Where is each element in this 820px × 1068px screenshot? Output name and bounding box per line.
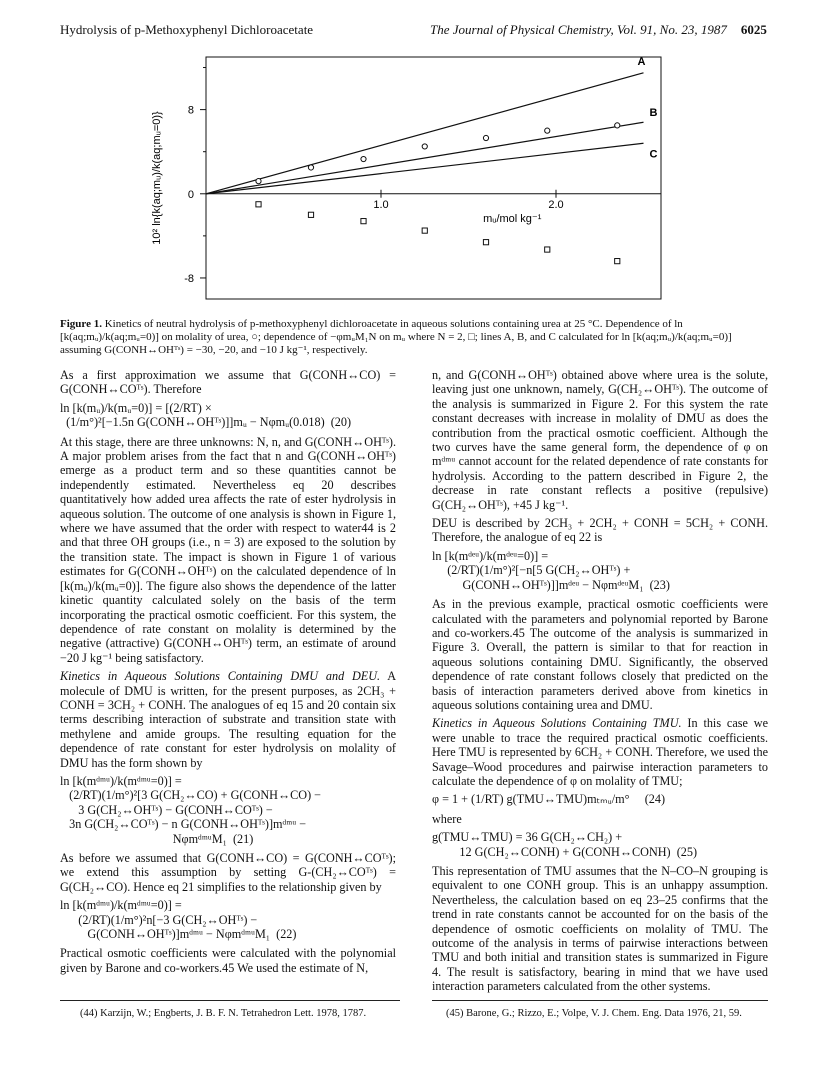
square-point (308, 212, 313, 217)
journal-name: The Journal of Physical Chemistry, Vol. 91, No. 23, 1987 (430, 22, 727, 37)
caption-text: Kinetics of neutral hydrolysis of p-methoxyphenyl dichloroacetate in aqueous solutions containing urea at 25 °C. Dependence of ln [k(aq;mᵤ)/k(aq;mᵤ=0)] on molality of urea, ○; dependence of −φmᵤM₁N on mᵤ where N = 2, □; lines A, B, and C calculated for ln [k(aq;mᵤ)/k(aq;mᵤ=0)] assuming G(CONH↔OHᵀˢ) = −30, −20, and −10 J kg⁻¹, respectively. (60, 318, 732, 356)
equation-21: ln [k(mᵈᵐᵘ)/k(mᵈᵐᵘ=0)] = (2/RT)(1/m°)²[3 G(CH₂↔CO) + G(CONH↔CO) − 3 G(CH₂↔OHᵀˢ) − G(CONH↔COᵀˢ) − 3n G(CH₂↔COᵀˢ) − n G(CONH↔OHᵀˢ)]mᵈᵐᵘ − NφmᵈᵐᵘM₁ (21) (60, 773, 322, 846)
page-number: 6025 (740, 22, 767, 37)
data-markers (256, 123, 620, 264)
x-tick-label: 2.0 (548, 198, 564, 211)
paragraph-text: A molecule of DMU is written, for the present purposes, as 2CH₃ + CONH = 3CH₂ + CONH. The analogues of eq 15 and 20 contain six terms describing interaction of substrate and transition state with methylene and amide groups. The resulting equation for the dependence of rate constant for ester hydrolysis on molality of DMU has the form shown by (60, 669, 396, 770)
circle-point (615, 123, 620, 128)
y-tick-label: -8 (184, 272, 194, 285)
plot-frame (206, 57, 661, 299)
square-point (256, 202, 261, 207)
footnote-44: (44) Karzijn, W.; Engberts, J. B. F. N. Tetrahedron Lett. 1978, 1787. (80, 1008, 367, 1019)
paragraph: This representation of TMU assumes that the N–CO–N grouping is equivalent to one CONH group. This is an unhappy assumption. Nevertheless, the calculation based on eq 23–25 confirms that the trend in rate constants cannot be accounted for on the basis of the dependence of osmotic coefficients on molality of TMU. The outcome of the analysis in terms of pairwise interactions between TMU and both initial and transition states is summarized in Figure 4. The result is satisfactory, bearing in mind that we have used interaction parameters calculated from the other systems. (432, 864, 768, 994)
paragraph: As a first approximation we assume that G(CONH↔CO) = G(CONH↔COᵀˢ). Therefore (60, 368, 396, 397)
line-C (206, 143, 644, 194)
figure-1-chart (0, 0, 820, 312)
y-tick-label: 8 (187, 104, 194, 117)
paragraph-text: In this case we were unable to trace the required practical osmotic coefficients. Here TMU is represented by 6CH₂ + CONH. Therefore, we used the Savage–Wood procedures and pairwise interaction parameters to calculate the dependence of φ on molality of TMU; (432, 716, 768, 788)
paragraph (60, 669, 396, 770)
model-lines (206, 73, 644, 194)
running-title: Hydrolysis of p-Methoxyphenyl Dichloroacetate (60, 22, 314, 37)
paragraph: Practical osmotic coefficients were calculated with the polynomial given by Barone and co-workers.45 We used the estimate of N, (60, 946, 396, 975)
circle-point (483, 135, 488, 140)
paragraph: At this stage, there are three unknowns: N, n, and G(CONH↔OHᵀˢ). A major problem arises from the fact that n and G(CONH↔OHᵀˢ) emerge as a product term and so these quantities cannot be independently estimated. Nevertheless eq 20 describes quantitatively how added urea affects the rate of ester hydrolysis in aqueous solution. The outcome of one analysis is shown in Figure 1, where we have assumed that the order with respect to water44 is 2 and that three OH groups (i.e., n = 3) are exposed to the solution by the transition state. The impact is shown in Figure 1 of various estimates for G(CONH↔OHᵀˢ) on the calculated dependence of ln [k(mᵤ)/k(mᵤ=0)]. The figure also shows the dependence of the latter kinetic quantity calculated solely on the basis of the term incorporating the practical osmotic coefficient. For this system, the dependence of rate constant on molality is determined by the negative (attractive) G(CONH↔OHᵀˢ) term, an estimate of around −20 J kg⁻¹ being satisfactory. (60, 434, 396, 665)
right-column (432, 368, 768, 998)
equation-23: ln [k(mᵈᵉᵘ)/k(mᵈᵉᵘ=0)] = (2/RT)(1/m°)²[−n[5 G(CH₂↔OHᵀˢ) + G(CONH↔OHᵀˢ)]]mᵈᵉᵘ − NφmᵈᵉᵘM₁ (23) (432, 548, 670, 592)
tick-labels (184, 56, 657, 285)
equation-22: ln [k(mᵈᵐᵘ)/k(mᵈᵐᵘ=0)] = (2/RT)(1/m°)²n[−3 G(CH₂↔OHᵀˢ) − G(CONH↔OHᵀˢ)]mᵈᵐᵘ − NφmᵈᵐᵘM₁ (22) (60, 898, 297, 942)
footnote-rule (432, 1000, 768, 1001)
equation-24: φ = 1 + (1/RT) g(TMU↔TMU)mₜₘᵤ/m° (24) (432, 792, 666, 807)
section-heading: Kinetics in Aqueous Solutions Containing DMU and DEU. (60, 669, 381, 684)
axis-ticks (200, 68, 661, 278)
paragraph: DEU is described by 2CH₃ + 2CH₂ + CONH = 5CH₂ + CONH. Therefore, the analogue of eq 22 is (432, 516, 768, 545)
left-column (60, 368, 396, 979)
square-point (483, 240, 488, 245)
square-point (361, 219, 366, 224)
circle-point (545, 128, 550, 133)
square-point (615, 259, 620, 264)
paragraph (432, 716, 768, 788)
equation-25: g(TMU↔TMU) = 36 G(CH₂↔CH₂) + 12 G(CH₂↔CONH) + G(CONH↔CONH) (25) (432, 830, 698, 859)
circle-point (308, 165, 313, 170)
equation-20: ln [k(mᵤ)/k(mᵤ=0)] = [(2/RT) × (1/m°)²[−1.5n G(CONH↔OHᵀˢ)]]mᵤ − Nφmᵤ(0.018) (20) (60, 400, 352, 430)
paragraph: As in the previous example, practical osmotic coefficients were calculated with the parameters and polynomial reported by Barone and co-workers.45 The outcome of the analysis is summarized in Figure 3. Overall, the pattern is similar to that for reaction in aqueous solutions containing DMU. Significantly, the observed dependence of rate constant follows closely that predicted on the basis of interaction parameters derived above from kinetics in aqueous solutions containing urea and DMU. (432, 597, 768, 712)
square-point (545, 247, 550, 252)
footnote-rule (60, 1000, 400, 1001)
circle-point (361, 156, 366, 161)
y-axis-label: 10² ln{k(aq;mᵤ)/k(aq;mᵤ=0)} (151, 111, 163, 245)
line-label-C: C (649, 148, 658, 161)
y-tick-label: 0 (187, 188, 194, 201)
section-heading: Kinetics in Aqueous Solutions Containing TMU. (432, 716, 682, 731)
where-text: where (432, 811, 462, 826)
circle-point (422, 144, 427, 149)
paragraph: As before we assumed that G(CONH↔CO) = G(CONH↔COᵀˢ); we extend this assumption by setting G-(CH₂↔COᵀˢ) = G(CH₂↔CO). Hence eq 21 simplifies to the relationship given by (60, 851, 396, 894)
line-label-A: A (637, 55, 646, 68)
paragraph: n, and G(CONH↔OHᵀˢ) obtained above where urea is the solute, leaving just one unknown, namely, G(CH₂↔OHᵀˢ). The outcome of the analysis is summarized in Figure 2. For this system the rate constant decreases with increase in molality of DMU as does the contribution from the practical osmotic coefficient. Although the two curves have the same general form, the dependence of φ on mᵈᵐᵘ cannot account for the related dependence of rate constants for hydrolysis. According to the pattern described in Figure 2, the decrease in rate constant reflects a positive (repulsive) G(CH₂↔OHᵀˢ), +45 J kg⁻¹. (432, 368, 768, 512)
figure-caption (60, 318, 766, 357)
x-tick-label: 1.0 (373, 198, 389, 211)
footnote-45: (45) Barone, G.; Rizzo, E.; Volpe, V. J. Chem. Eng. Data 1976, 21, 59. (446, 1008, 742, 1019)
x-axis-label: mᵤ/mol kg⁻¹ (483, 212, 542, 225)
line-label-B: B (649, 107, 658, 120)
caption-label: Figure 1. (60, 318, 102, 330)
square-point (422, 228, 427, 233)
circle-point (256, 179, 261, 184)
